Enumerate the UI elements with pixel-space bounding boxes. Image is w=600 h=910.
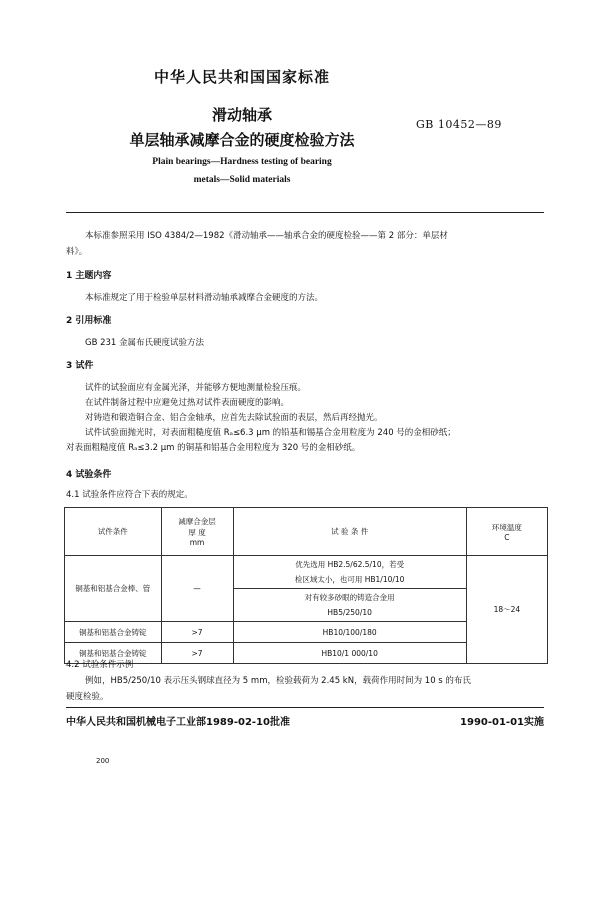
row-1-condition-a-line-1: 优先选用 HB2.5/62.5/10，若受 xyxy=(295,560,405,569)
row-1-thickness: — xyxy=(161,556,233,622)
section-4-1-heading: 4.1 试验条件应符合下表的规定。 xyxy=(66,490,193,500)
title-line-1: 滑动轴承 xyxy=(211,106,272,124)
footer-divider xyxy=(66,707,544,708)
section-3-para-4a: 试件试验面抛光时，对表面粗糙度值 Rₐ≤6.3 μm 的铅基和锡基合金用粒度为 240 号的金相砂纸； xyxy=(85,428,456,438)
header-conditions: 试 验 条 件 xyxy=(233,508,466,556)
header-temperature-unit: C xyxy=(504,532,510,542)
intro-line-1: 本标准参照采用 ISO 4384/2—1982《滑动轴承——轴承合金的硬度检验——第 2 部分：单层材 xyxy=(85,231,448,241)
row-2-thickness: >7 xyxy=(161,622,233,643)
header-thickness-line-1: 减摩合金层 xyxy=(178,517,216,526)
table-header-row xyxy=(65,508,548,556)
row-1-condition-a-line-2: 检区域太小，也可用 HB1/10/10 xyxy=(294,575,405,584)
header-thickness-line-2: 厚 度 xyxy=(188,528,206,537)
row-2-condition: HB10/100/180 xyxy=(233,622,466,643)
section-1-text: 本标准规定了用于检验单层材料滑动轴承减摩合金硬度的方法。 xyxy=(85,293,324,303)
header-thickness xyxy=(161,508,233,556)
row-1-condition-b-line-2: HB5/250/10 xyxy=(327,608,372,617)
english-title-line-2: metals—Solid materials xyxy=(193,175,291,185)
test-conditions-table xyxy=(64,507,548,664)
row-3-condition: HB10/1 000/10 xyxy=(233,643,466,664)
section-4-heading: 4 试验条件 xyxy=(66,470,112,480)
national-standard-label: 中华人民共和国国家标准 xyxy=(153,68,330,86)
title-line-2: 单层轴承减摩合金的硬度检验方法 xyxy=(129,131,355,149)
row-3-thickness: >7 xyxy=(161,643,233,664)
approval-text: 中华人民共和国机械电子工业部1989-02-10批准 xyxy=(66,717,290,728)
row-2-specimen: 铜基和铝基合金铸锭 xyxy=(65,622,162,643)
section-3-para-3: 对铸造和锻造铜合金、铝合金轴承，应首先去除试验面的表层，然后再经抛光。 xyxy=(85,413,383,423)
section-3-para-2: 在试件制备过程中应避免过热对试件表面硬度的影响。 xyxy=(85,398,290,408)
row-3-specimen: 铜基和铝基合金铸锭 xyxy=(65,643,162,664)
page-number: 200 xyxy=(96,757,110,765)
header-thickness-unit: mm xyxy=(189,538,205,547)
header-temperature-line-1: 环境温度 xyxy=(491,522,522,532)
temperature-value: 18～24 xyxy=(466,556,547,664)
section-3-heading: 3 试件 xyxy=(66,361,94,371)
row-1-condition-a xyxy=(233,556,466,589)
section-4-2-text-2: 硬度检验。 xyxy=(66,692,109,702)
header-divider xyxy=(66,212,544,213)
row-1-specimen: 铜基和铝基合金棒、管 xyxy=(65,556,162,622)
section-1-heading: 1 主题内容 xyxy=(66,271,112,281)
section-2-heading: 2 引用标准 xyxy=(66,316,112,326)
header-temperature xyxy=(466,508,547,556)
section-3-para-1: 试件的试验面应有金属光泽，并能够方便地测量检验压痕。 xyxy=(85,383,307,393)
implementation-date: 1990-01-01实施 xyxy=(460,717,544,728)
standard-number: GB 10452—89 xyxy=(416,118,502,131)
section-3-para-4b: 对表面粗糙度值 Rₐ≤3.2 μm 的铜基和铝基合金用粒度为 320 号的金相砂纸。 xyxy=(66,443,361,453)
section-4-2-heading: 4.2 试验条件示例 xyxy=(66,660,134,670)
section-2-text: GB 231 金属布氏硬度试验方法 xyxy=(85,338,205,348)
header-specimen: 试件条件 xyxy=(65,508,162,556)
table-row xyxy=(65,556,548,589)
section-4-2-text-1: 例如，HB5/250/10 表示压头钢球直径为 5 mm，检验载荷为 2.45 kN，载荷作用时间为 10 s 的布氏 xyxy=(85,676,471,686)
intro-line-2: 料》。 xyxy=(66,247,88,257)
row-1-condition-b-line-1: 对有较多砂眼的铸造合金用 xyxy=(304,593,395,602)
english-title-line-1: Plain bearings—Hardness testing of bearing xyxy=(152,157,332,167)
row-1-condition-b xyxy=(233,589,466,622)
